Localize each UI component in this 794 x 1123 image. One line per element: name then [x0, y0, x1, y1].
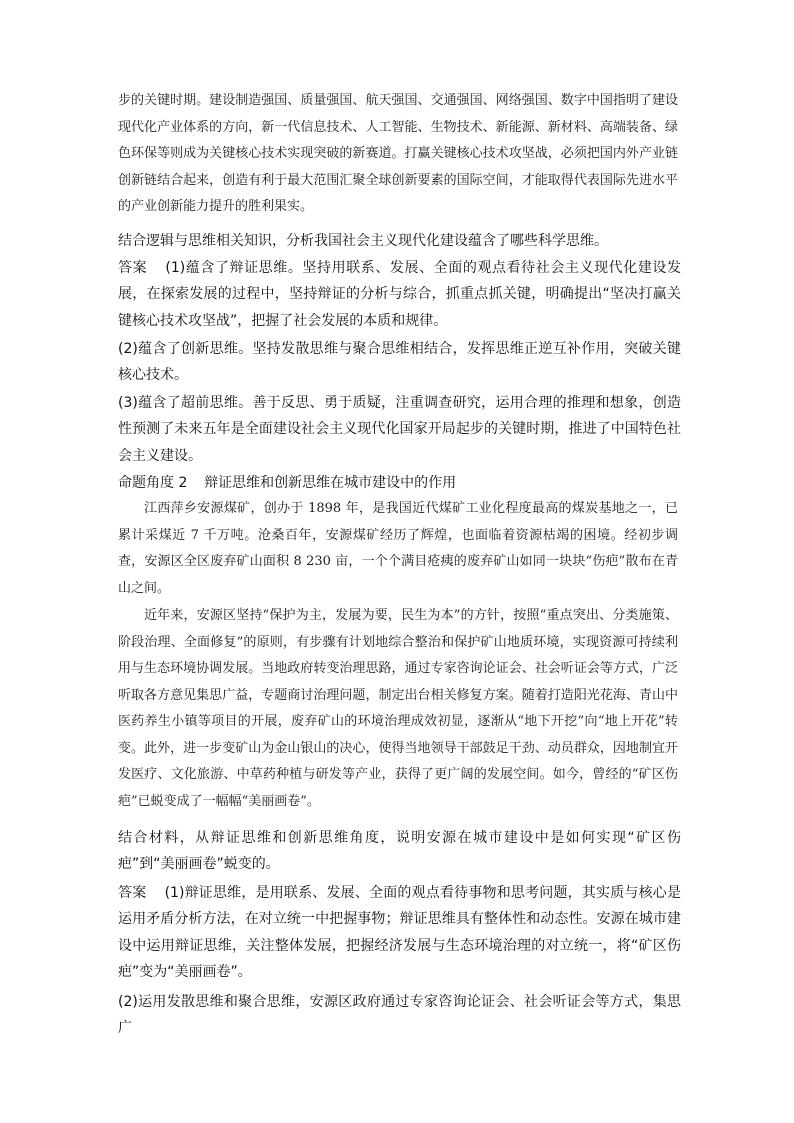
answer-label: 答案	[118, 885, 147, 901]
answer-item: (2)运用发散思维和聚合思维，安源区政府通过专家咨询论证会、社会听证会等方式，集思广	[118, 994, 681, 1037]
question-text: 结合材料，从辩证思维和创新思维角度，说明安源在城市建设中是如何实现“矿区伤疤”到“美丽画卷”蜕变的。	[118, 830, 681, 873]
answer-block	[118, 255, 681, 334]
material-paragraph: 步的关键时期。建设制造强国、质量强国、航天强国、交通强国、网络强国、数字中国指明了建设现代化产业体系的方向，新一代信息技术、人工智能、生物技术、新能源、新材料、高端装备、绿色环保等则成为关键核心技术实现突破的新赛道。打赢关键核心技术攻坚战，必须把国内外产业链创新链结合起来，创造有利于最大范围汇聚全球创新要素的国际空间，才能取得代表国际先进水平的产业创新能力提升的胜利果实。	[118, 93, 678, 214]
material-paragraph: 近年来，安源区坚持“保护为主，发展为要，民生为本”的方针，按照“重点突出、分类施策、阶段治理、全面修复”的原则，有步骤有计划地综合整治和保护矿山地质环境，实现资源可持续利用与生态环境协调发展。当地政府转变治理思路，通过专家咨询论证会、社会听证会等方式，广泛听取各方意见集思广益，专题商讨治理问题，制定出台相关修复方案。随着打造阳光花海、青山中医药养生小镇等项目的开展，废弃矿山的环境治理成效初显，逐渐从“地下开挖”向“地上开花”转变。此外，进一步变矿山为金山银山的决心，使得当地领导干部鼓足干劲、动员群众，因地制宜开发医疗、文化旅游、中草药种植与研发等产业，获得了更广阔的发展空间。如今，曾经的“矿区伤疤”已蜕变成了一幅幅“美丽画卷”。	[118, 608, 678, 809]
answer-item: (3)蕴含了超前思维。善于反思、勇于质疑，注重调查研究，运用合理的推理和想象，创造性预测了未来五年是全面建设社会主义现代化国家开局起步的关键时期，推进了中国特色社会主义建设。	[118, 395, 681, 464]
material-paragraph: 江西萍乡安源煤矿，创办于 1898 年，是我国近代煤矿工业化程度最高的煤炭基地之一，已累计采煤近 7 千万吨。沧桑百年，安源煤矿经历了辉煌，也面临着资源枯竭的困境。经初步调查，安源区全区废弃矿山面积 8 230 亩，一个个满目疮痍的废弃矿山如同一块块“伤疤”散布在青山之间。	[118, 501, 678, 596]
answer-item: (1)辩证思维，是用联系、发展、全面的观点看待事物和思考问题，其实质与核心是运用矛盾分析方法，在对立统一中把握事物；辩证思维具有整体性和动态性。安源在城市建设中运用辩证思维，关注整体发展，把握经济发展与生态环境治理的对立统一，将“矿区伤疤”变为“美丽画卷”。	[118, 885, 681, 981]
answer-block	[118, 880, 681, 986]
answer-item: (1)蕴含了辩证思维。坚持用联系、发展、全面的观点看待社会主义现代化建设发展，在探索发展的过程中，坚持辩证的分析与综合，抓重点抓关键，明确提出“坚决打赢关键核心技术攻坚战”，把握了社会发展的本质和规律。	[118, 260, 681, 329]
section-heading	[118, 470, 681, 496]
heading-prefix: 命题角度 2	[118, 475, 188, 491]
answer-label: 答案	[118, 260, 148, 276]
answer-item: (2)蕴含了创新思维。坚持发散思维与聚合思维相结合，发挥思维正逆互补作用，突破关键核心技术。	[118, 341, 681, 384]
heading-title: 辩证思维和创新思维在城市建设中的作用	[204, 475, 457, 491]
question-text: 结合逻辑与思维相关知识，分析我国社会主义现代化建设蕴含了哪些科学思维。	[118, 233, 608, 249]
